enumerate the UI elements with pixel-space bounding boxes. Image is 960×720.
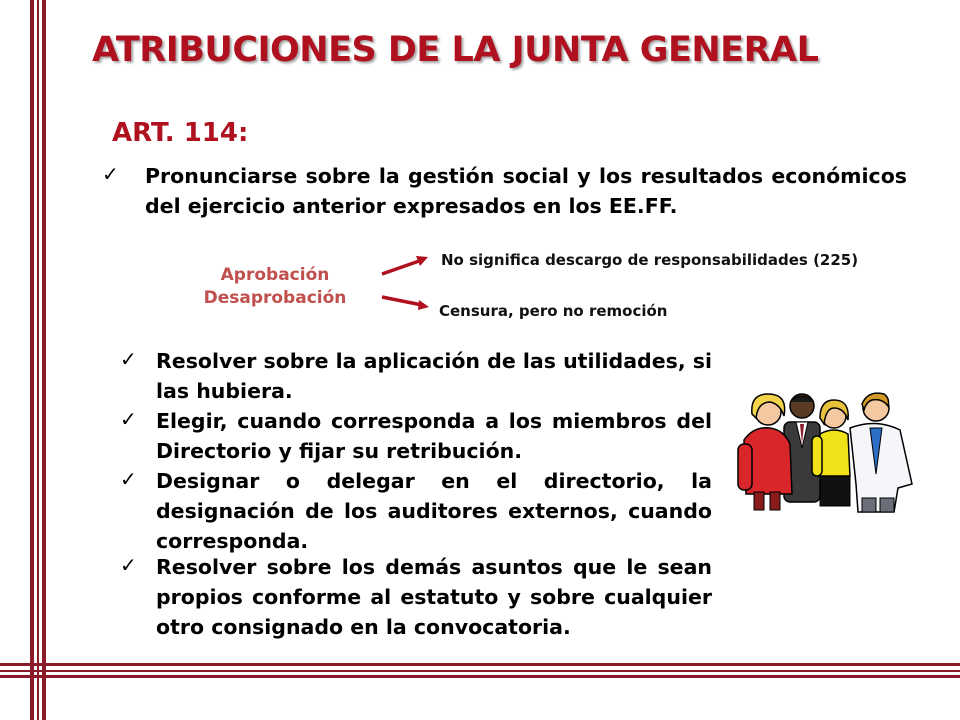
disapproval-label: Desaprobación	[203, 288, 347, 308]
arrow-up-right-icon	[382, 256, 428, 274]
person-figure	[738, 394, 792, 510]
list-item: Pronunciarse sobre la gestión social y los resultados económicos del ejercicio anterior expresados en los EE.FF.	[145, 164, 907, 218]
list-item: Resolver sobre la aplicación de las utilidades, si las hubiera.	[156, 349, 712, 403]
frame-line	[30, 0, 34, 720]
arrow-icons	[378, 250, 438, 320]
check-icon: ✓	[120, 347, 137, 371]
list-item: Elegir, cuando corresponda a los miembros del Directorio y fijar su retribución.	[156, 409, 712, 463]
outcome-labels	[170, 264, 380, 310]
slide-title: ATRIBUCIONES DE LA JUNTA GENERAL	[92, 30, 819, 70]
frame-line	[37, 0, 39, 720]
disapproval-note: Censura, pero no remoción	[439, 302, 668, 320]
frame-line	[0, 663, 960, 666]
frame-line	[42, 0, 46, 720]
person-figure	[850, 393, 912, 512]
frame-line	[0, 670, 960, 672]
approval-label: Aprobación	[220, 265, 330, 285]
list-item: Designar o delegar en el directorio, la designación de los auditores externos, cuando corresponda.	[156, 469, 712, 553]
frame-line	[0, 675, 960, 678]
approval-note: No significa descargo de responsabilidades (225)	[441, 251, 859, 269]
article-heading: ART. 114:	[112, 118, 249, 148]
list-item: Resolver sobre los demás asuntos que le sean propios conforme al estatuto y sobre cualquier otro consignado en la convocatoria.	[156, 555, 712, 639]
arrow-right-icon	[382, 297, 429, 310]
check-icon: ✓	[120, 553, 137, 577]
check-icon: ✓	[120, 467, 137, 491]
check-icon: ✓	[102, 162, 119, 186]
business-people-illustration	[736, 388, 918, 514]
check-icon: ✓	[120, 407, 137, 431]
